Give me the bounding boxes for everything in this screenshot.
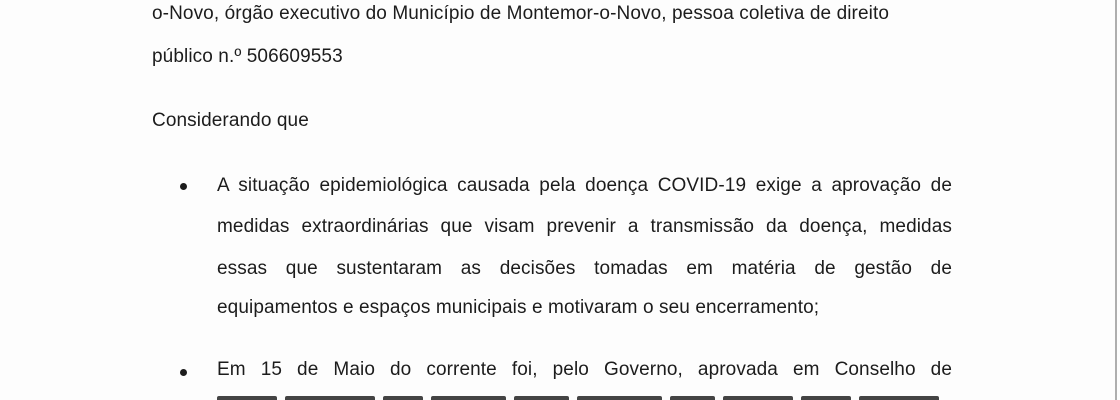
bullet-2-line-1: Em 15 de Maio do corrente foi, pelo Governo, aprovada em Conselho de: [217, 359, 952, 380]
bullet-2-marker: [180, 369, 187, 376]
bullet-1-line-1: A situação epidemiológica causada pela doença COVID-19 exige a aprovação de: [217, 175, 952, 196]
bullet-1-line-4: equipamentos e espaços municipais e motivaram o seu encerramento;: [217, 297, 820, 318]
bullet-1-marker: [180, 183, 187, 190]
cut-off-text-line: [217, 396, 952, 400]
intro-line-1: o-Novo, órgão executivo do Município de Montemor-o-Novo, pessoa coletiva de direito: [152, 3, 890, 24]
bullet-1-line-2: medidas extraordinárias que visam prevenir a transmissão da doença, medidas: [217, 216, 952, 237]
considering-heading: Considerando que: [152, 110, 309, 131]
bullet-1-line-3: essas que sustentaram as decisões tomadas em matéria de gestão de: [217, 258, 952, 279]
intro-line-2: público n.º 506609553: [152, 46, 343, 67]
